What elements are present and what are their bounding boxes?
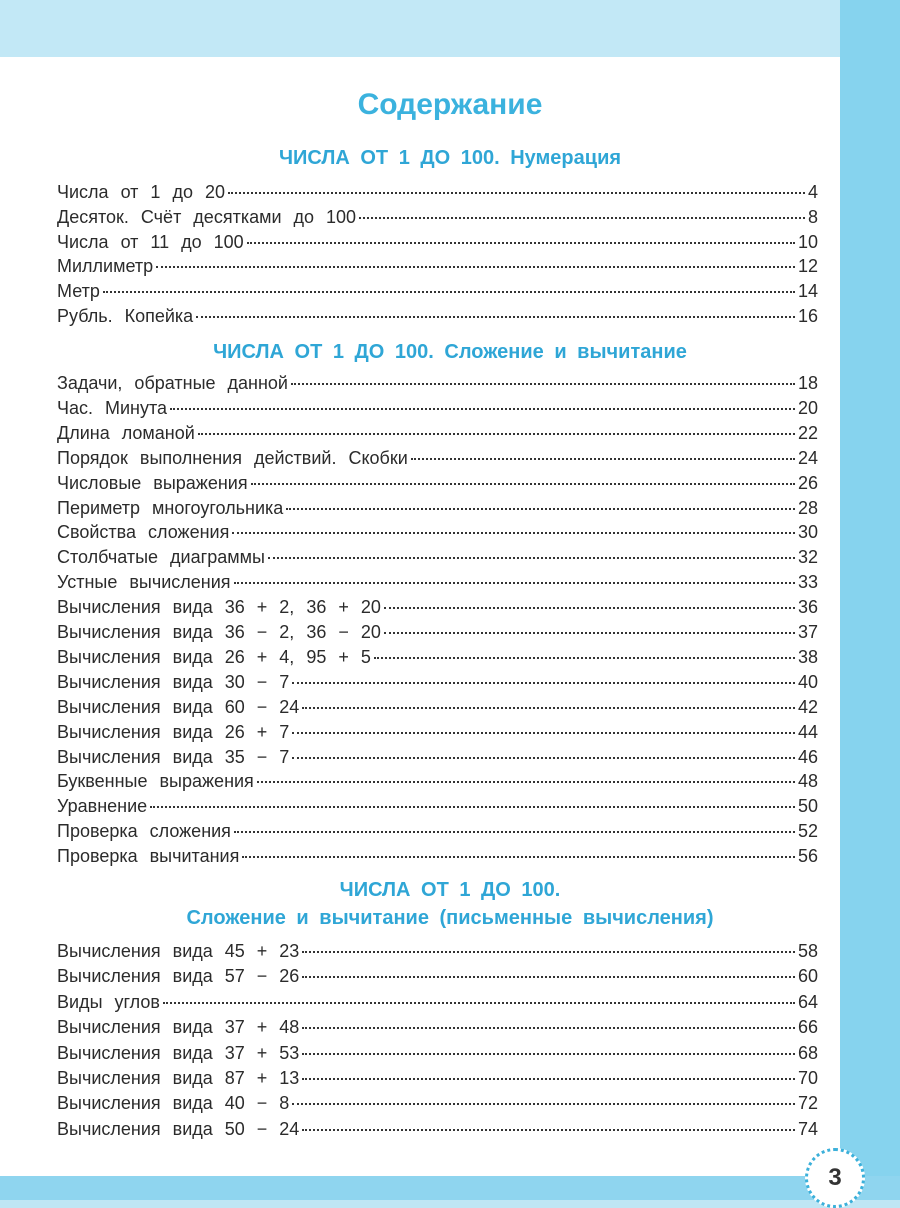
toc-entry-page: 72 <box>797 1093 818 1114</box>
dot-leader <box>302 1078 795 1080</box>
toc-entry-page: 28 <box>797 497 818 518</box>
toc-entry-title: Вычисления вида 40 − 8 <box>57 1093 290 1114</box>
toc-entry-page: 44 <box>797 721 818 742</box>
toc-entry-title: Вычисления вида 26 + 4, 95 + 5 <box>57 646 371 667</box>
toc-entry-page: 36 <box>797 597 818 618</box>
dot-leader <box>292 1103 795 1105</box>
toc-entry-title: Миллиметр <box>57 256 154 277</box>
dot-leader <box>291 383 795 385</box>
toc-entry <box>57 1117 818 1141</box>
toc-entry-title: Вычисления вида 45 + 23 <box>57 941 300 961</box>
toc-entry <box>57 769 818 793</box>
dot-leader <box>302 1053 795 1055</box>
toc-entry-page: 26 <box>797 472 818 493</box>
dot-leader <box>232 532 795 534</box>
toc-entry <box>57 205 818 229</box>
toc-entry-page: 48 <box>797 771 818 792</box>
dot-leader <box>150 806 795 808</box>
bottom-color-band <box>0 1176 900 1200</box>
toc-entry-title: Час. Минута <box>57 397 168 418</box>
toc-entry-page: 60 <box>797 966 818 987</box>
toc-entry-page: 56 <box>797 846 818 867</box>
toc-entry-title: Проверка вычитания <box>57 846 240 867</box>
toc-entry-title: Вычисления вида 37 + 48 <box>57 1017 300 1038</box>
toc-entry-page: 30 <box>797 522 818 543</box>
toc-entry-page: 33 <box>797 572 818 593</box>
toc-entry-title: Столбчатые диаграммы <box>57 547 265 568</box>
toc-entry <box>57 964 818 988</box>
dot-leader <box>196 316 795 318</box>
toc-entry <box>57 939 818 963</box>
toc-entry-title: Вычисления вида 87 + 13 <box>57 1068 300 1088</box>
toc-entry-title: Вычисления вида 37 + 53 <box>57 1042 300 1063</box>
toc-entry-title: Числовые выражения <box>57 472 248 493</box>
page-number-badge: 3 <box>805 1148 865 1208</box>
toc-entry <box>57 396 818 420</box>
toc-entry <box>57 844 818 868</box>
top-color-band <box>0 0 840 57</box>
toc-entry <box>57 720 818 744</box>
toc-entry-title: Вычисления вида 57 − 26 <box>57 966 300 987</box>
dot-leader <box>292 732 795 734</box>
toc-entry-page: 37 <box>797 622 818 642</box>
section-heading: ЧИСЛА ОТ 1 ДО 100. <box>339 879 561 901</box>
toc-entry <box>57 1066 818 1090</box>
toc-entry-page: 52 <box>797 821 818 842</box>
toc-entry-title: Вычисления вида 35 − 7 <box>57 746 290 767</box>
toc-entry-title: Вычисления вида 30 − 7 <box>57 671 290 692</box>
dot-leader <box>103 291 795 293</box>
dot-leader <box>302 1027 795 1029</box>
toc-entry-title: Уравнение <box>57 796 148 817</box>
toc-entry-title: Проверка сложения <box>57 821 231 842</box>
page-title: Содержание <box>357 88 543 121</box>
toc-entry <box>57 620 818 644</box>
toc-entry-title: Периметр многоугольника <box>57 497 284 518</box>
toc-entry-page: 70 <box>797 1068 818 1088</box>
toc-entry <box>57 180 818 204</box>
dot-leader <box>198 433 795 435</box>
toc-entry <box>57 990 818 1014</box>
toc-entry <box>57 1015 818 1039</box>
toc-entry-title: Задачи, обратные данной <box>57 373 288 393</box>
toc-entry <box>57 446 818 470</box>
toc-entry-page: 38 <box>797 646 818 667</box>
toc-entry <box>57 794 818 818</box>
toc-entry-page: 24 <box>797 447 818 468</box>
dot-leader <box>384 607 795 609</box>
toc-entry-page: 32 <box>797 547 818 568</box>
toc-entry <box>57 695 818 719</box>
toc-entry-title: Метр <box>57 281 100 302</box>
toc-entry-page: 68 <box>797 1042 818 1063</box>
toc-entry-title: Буквенные выражения <box>57 771 254 792</box>
toc-entry-page: 14 <box>797 281 818 302</box>
dot-leader <box>292 757 795 759</box>
toc-entry <box>57 496 818 520</box>
toc-entry-page: 42 <box>797 696 818 717</box>
toc-entry <box>57 421 818 445</box>
toc-entry-title: Рубль. Копейка <box>57 306 194 326</box>
toc-entry <box>57 230 818 254</box>
toc-entry <box>57 520 818 544</box>
dot-leader <box>156 266 795 268</box>
toc-entry <box>57 595 818 619</box>
toc-entry <box>57 1091 818 1115</box>
toc-entry-page: 12 <box>797 256 818 277</box>
toc-entry <box>57 645 818 669</box>
toc-entry-page: 10 <box>797 231 818 252</box>
toc-entry-page: 22 <box>797 422 818 443</box>
dot-leader <box>257 781 795 783</box>
dot-leader <box>302 1129 795 1131</box>
toc-entry-page: 66 <box>797 1017 818 1038</box>
toc-entry <box>57 304 818 328</box>
toc-entry-title: Вычисления вида 60 − 24 <box>57 696 300 717</box>
dot-leader <box>292 682 795 684</box>
toc-entry <box>57 471 818 495</box>
dot-leader <box>234 831 795 833</box>
toc-entry-title: Вычисления вида 36 − 2, 36 − 20 <box>57 622 381 642</box>
toc-entry-title: Порядок выполнения действий. Скобки <box>57 447 408 468</box>
toc-entry-page: 4 <box>807 182 818 202</box>
toc-entry-title: Числа от 1 до 20 <box>57 182 225 202</box>
toc-entry <box>57 371 818 395</box>
toc-entry-page: 20 <box>797 397 818 418</box>
toc-entry-title: Виды углов <box>57 991 160 1012</box>
toc-entry-page: 8 <box>807 206 818 227</box>
dot-leader <box>228 192 805 194</box>
toc-entry-title: Длина ломаной <box>57 422 195 443</box>
dot-leader <box>234 582 795 584</box>
dot-leader <box>242 856 795 858</box>
toc-entry <box>57 819 818 843</box>
toc-entry <box>57 545 818 569</box>
toc-entry-page: 50 <box>797 796 818 817</box>
toc-entry <box>57 670 818 694</box>
dot-leader <box>302 976 795 978</box>
toc-entry-page: 58 <box>797 941 818 961</box>
toc-entry-page: 18 <box>797 373 818 393</box>
toc-entry-title: Вычисления вида 50 − 24 <box>57 1118 300 1139</box>
right-color-strip <box>840 0 900 1200</box>
toc-entry-title: Десяток. Счёт десятками до 100 <box>57 206 357 227</box>
toc-entry <box>57 279 818 303</box>
dot-leader <box>286 508 795 510</box>
toc-entry-page: 40 <box>797 671 818 692</box>
toc-entry-page: 46 <box>797 746 818 767</box>
toc-entry-title: Вычисления вида 26 + 7 <box>57 721 290 742</box>
dot-leader <box>384 632 795 634</box>
toc-entry-title: Вычисления вида 36 + 2, 36 + 20 <box>57 597 381 618</box>
dot-leader <box>374 657 795 659</box>
toc-entry <box>57 570 818 594</box>
dot-leader <box>411 458 795 460</box>
dot-leader <box>251 483 795 485</box>
toc-entry-title: Свойства сложения <box>57 522 230 543</box>
dot-leader <box>359 217 805 219</box>
section-heading: Сложение и вычитание (письменные вычисления) <box>186 907 714 929</box>
toc-entry-page: 16 <box>797 306 818 326</box>
dot-leader <box>163 1002 795 1004</box>
dot-leader <box>170 408 795 410</box>
dot-leader <box>268 557 795 559</box>
section-heading: ЧИСЛА ОТ 1 ДО 100. Нумерация <box>278 147 622 169</box>
section-heading: ЧИСЛА ОТ 1 ДО 100. Сложение и вычитание <box>213 341 687 363</box>
toc-entry-title: Числа от 11 до 100 <box>57 231 244 252</box>
dot-leader <box>302 951 795 953</box>
dot-leader <box>247 242 795 244</box>
toc-entry <box>57 254 818 278</box>
dot-leader <box>302 707 795 709</box>
toc-entry-page: 64 <box>797 991 818 1012</box>
toc-entry-title: Устные вычисления <box>57 572 231 593</box>
toc-entry-page: 74 <box>797 1118 818 1139</box>
toc-entry <box>57 1041 818 1065</box>
toc-entry <box>57 745 818 769</box>
